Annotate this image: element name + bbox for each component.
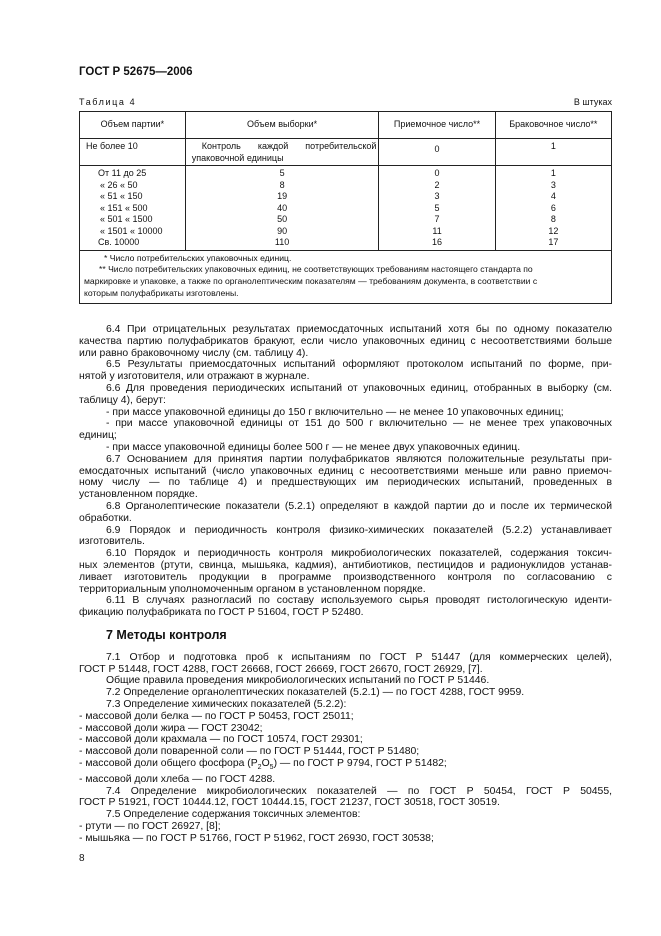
sample-cell-line: Контроль каждой потребительской <box>201 141 377 151</box>
page-number: 8 <box>79 853 85 864</box>
footnote: ** Число потребительских упаковочных единиц, не соответствующих требованиям настоящего стандарта по <box>99 264 533 275</box>
sampling-table <box>79 111 612 304</box>
paragraph-7-1-line: ГОСТ Р 51448, ГОСТ 4288, ГОСТ 26668, ГОСТ 26669, ГОСТ 26670, ГОСТ 26929, [7]. <box>79 663 483 675</box>
paragraph-6-7-line: ному числу — по таблице 4) и предшествующих им периодических испытаний, проведенных в <box>79 477 612 489</box>
subscript: 5 <box>269 763 274 771</box>
paragraph-6-10-line: ливает изготовитель продукции в программе производственного контроля по согласованию с <box>79 571 612 583</box>
section-heading: 7 Методы контроля <box>106 627 227 642</box>
sample-values-cell <box>185 166 379 251</box>
paragraph-6-4-line: качества партию полуфабрикатов бракуют, если число упаковочных единиц с несоответствиями больше <box>79 335 612 347</box>
paragraph-6-9-line: изготовитель. <box>79 536 145 548</box>
lot-range: « 26 « 50 <box>100 179 138 190</box>
list-item: - при массе упаковочной единицы более 500 г — не менее двух упаковочных единиц. <box>106 441 521 453</box>
paragraph-7-4-line: 7.4 Определение микробиологических показателей — по ГОСТ Р 50454, ГОСТ Р 50455, <box>106 785 612 797</box>
lot-range: « 151 « 500 <box>100 202 148 213</box>
list-item: - при массе упаковочной единицы до 150 г включительно — не менее 10 упаковочных единиц; <box>106 406 564 418</box>
paragraph-6-7-line: установленном порядке. <box>79 489 198 501</box>
accept-value: 16 <box>432 237 443 247</box>
sample-value: 110 <box>274 237 290 247</box>
document-body <box>79 324 612 845</box>
list-item: - ртути — по ГОСТ 26927, [8]; <box>79 820 221 832</box>
sample-value: 50 <box>277 214 288 224</box>
accept-value: 11 <box>432 225 442 236</box>
accept-value: 5 <box>434 202 440 213</box>
lot-range: Св. 10000 <box>98 237 140 247</box>
paragraph-7-5: 7.5 Определение содержания токсичных элементов: <box>106 809 361 821</box>
paragraph-6-11-line: 6.11 В случаях разногласий по составу используемого сырья проводят гистологическую иденти- <box>106 595 612 607</box>
paragraph-6-6-line: 6.6 Для проведения периодических испытаний от упаковочных единиц, отобранных в выборку (см. <box>106 382 612 394</box>
footnote: которым полуфабрикаты изготовлены. <box>84 287 239 298</box>
accept-values-cell <box>379 166 495 251</box>
paragraph-7-4-line: ГОСТ Р 51921, ГОСТ 10444.12, ГОСТ 10444.15, ГОСТ 21237, ГОСТ 30518, ГОСТ 30519. <box>79 797 500 809</box>
phosphorus-text: O <box>261 757 270 769</box>
sample-cell <box>185 139 379 166</box>
phosphorus-text: - массовой доли общего фосфора (P <box>79 757 258 769</box>
paragraph-6-5-line: нятой у изготовителя, или отражают в журнале. <box>79 371 310 383</box>
reject-value: 8 <box>550 214 556 224</box>
paragraph-6-4-line: 6.4 При отрицательных результатах приемосдаточных испытаний хотя бы по одному показателю <box>106 324 612 335</box>
table-row <box>80 166 612 251</box>
reject-cell: 1 <box>495 139 611 166</box>
list-item: единиц; <box>79 430 117 442</box>
lot-ranges-cell <box>80 166 186 251</box>
reject-value: 12 <box>548 225 559 236</box>
column-header-accept: Приемочное число** <box>379 112 495 139</box>
paragraph-7-1-line: 7.1 Отбор и подготовка проб к испытаниям по ГОСТ Р 51447 (для коммерческих целей), <box>106 651 612 663</box>
subscript: 2 <box>257 763 262 771</box>
list-item: - мышьяка — по ГОСТ Р 51766, ГОСТ Р 51962, ГОСТ 26930, ГОСТ 30538; <box>79 832 434 844</box>
list-item: - массовой доли поваренной соли — по ГОСТ Р 51444, ГОСТ Р 51480; <box>79 746 420 758</box>
paragraph-6-11-line: фикацию полуфабриката по ГОСТ Р 51604, ГОСТ Р 52480. <box>79 607 364 619</box>
reject-value: 17 <box>548 237 559 247</box>
table-units: В штуках <box>573 97 612 107</box>
column-header-lot: Объем партии* <box>80 112 186 139</box>
table-footnotes <box>80 250 612 303</box>
paragraph-6-8-line: 6.8 Органолептические показатели (5.2.1) определяют в каждой партии до и после их термической <box>106 500 612 512</box>
sample-value: 5 <box>279 168 285 178</box>
table-caption: Таблица 4 <box>79 97 137 107</box>
sample-value: 90 <box>277 225 288 236</box>
paragraph-6-4-line: или равно браковочному числу (см. таблицу 4). <box>79 347 309 359</box>
reject-values-cell <box>495 166 611 251</box>
paragraph-6-8-line: обработки. <box>79 512 132 524</box>
reject-value: 6 <box>550 202 556 213</box>
lot-range: « 51 « 150 <box>100 191 143 201</box>
paragraph-7-2: 7.2 Определение органолептических показателей (5.2.1) — по ГОСТ 4288, ГОСТ 9959. <box>106 687 525 699</box>
table-footnotes-row <box>80 250 612 303</box>
lot-range: От 11 до 25 <box>98 168 147 178</box>
accept-cell: 0 <box>379 139 495 166</box>
document-header: ГОСТ Р 52675—2006 <box>79 66 193 78</box>
sample-value: 19 <box>277 191 288 201</box>
list-item: - при массе упаковочной единицы от 151 до 500 г включительно — не менее трех упаковочных <box>106 418 612 430</box>
lot-cell: Не более 10 <box>80 139 186 166</box>
reject-value: 3 <box>550 179 556 190</box>
accept-value: 7 <box>434 214 440 224</box>
accept-value: 0 <box>434 168 440 178</box>
table-header-row <box>80 112 612 139</box>
paragraph-7-1-line: Общие правила проведения микробиологических испытаний по ГОСТ Р 51446. <box>106 675 490 687</box>
paragraph-6-6-line: таблицу 4), берут: <box>79 394 166 406</box>
accept-value: 3 <box>434 191 440 201</box>
list-item: - массовой доли крахмала — по ГОСТ 10574, ГОСТ 29301; <box>79 734 363 746</box>
list-item <box>79 758 612 774</box>
paragraph-6-10-line: ных элементов (ртути, свинца, мышьяка, кадмия), антибиотиков, пестицидов и радионуклидов устанав- <box>79 559 612 571</box>
accept-value: 2 <box>434 179 440 190</box>
paragraph-6-5-line: 6.5 Результаты приемосдаточных испытаний оформляют протоколом испытаний по форме, при- <box>106 359 612 371</box>
reject-value: 4 <box>550 191 556 201</box>
footnote: * Число потребительских упаковочных единиц. <box>104 252 292 263</box>
sample-value: 40 <box>277 202 288 213</box>
paragraph-6-7-line: емосдаточных испытаний (число упаковочных единиц с несоответствиями меньше или равно приемоч- <box>79 465 612 477</box>
paragraph-6-10-line: территориальным уполномоченным органом в установленном порядке. <box>79 583 426 595</box>
list-item: - массовой доли белка — по ГОСТ Р 50453, ГОСТ 25011; <box>79 710 354 722</box>
phosphorus-text: ) — по ГОСТ Р 9794, ГОСТ Р 51482; <box>273 757 447 769</box>
reject-value: 1 <box>550 168 556 178</box>
paragraph-6-9-line: 6.9 Порядок и периодичность контроля физико-химических показателей (5.2.2) устанавливает <box>106 524 612 536</box>
sample-cell-line: упаковочной единицы <box>191 152 284 163</box>
list-item: - массовой доли хлеба — по ГОСТ 4288. <box>79 773 276 785</box>
lot-range: « 501 « 1500 <box>100 214 153 224</box>
column-header-reject: Браковочное число** <box>495 112 611 139</box>
sample-value: 8 <box>279 179 285 190</box>
paragraph-7-3: 7.3 Определение химических показателей (5.2.2): <box>106 698 347 710</box>
lot-range: « 1501 « 10000 <box>100 225 163 236</box>
paragraph-6-10-line: 6.10 Порядок и периодичность контроля микробиологических показателей, содержания токсич- <box>106 548 612 560</box>
table-row <box>80 139 612 166</box>
footnote: маркировке и упаковке, а также по органолептическим показателям — требованиям документа, в соответствии с <box>84 276 538 287</box>
column-header-sample: Объем выборки* <box>185 112 379 139</box>
paragraph-6-7-line: 6.7 Основанием для принятия партии полуфабрикатов являются положительные результаты при- <box>106 453 612 465</box>
list-item: - массовой доли жира — ГОСТ 23042; <box>79 722 263 734</box>
